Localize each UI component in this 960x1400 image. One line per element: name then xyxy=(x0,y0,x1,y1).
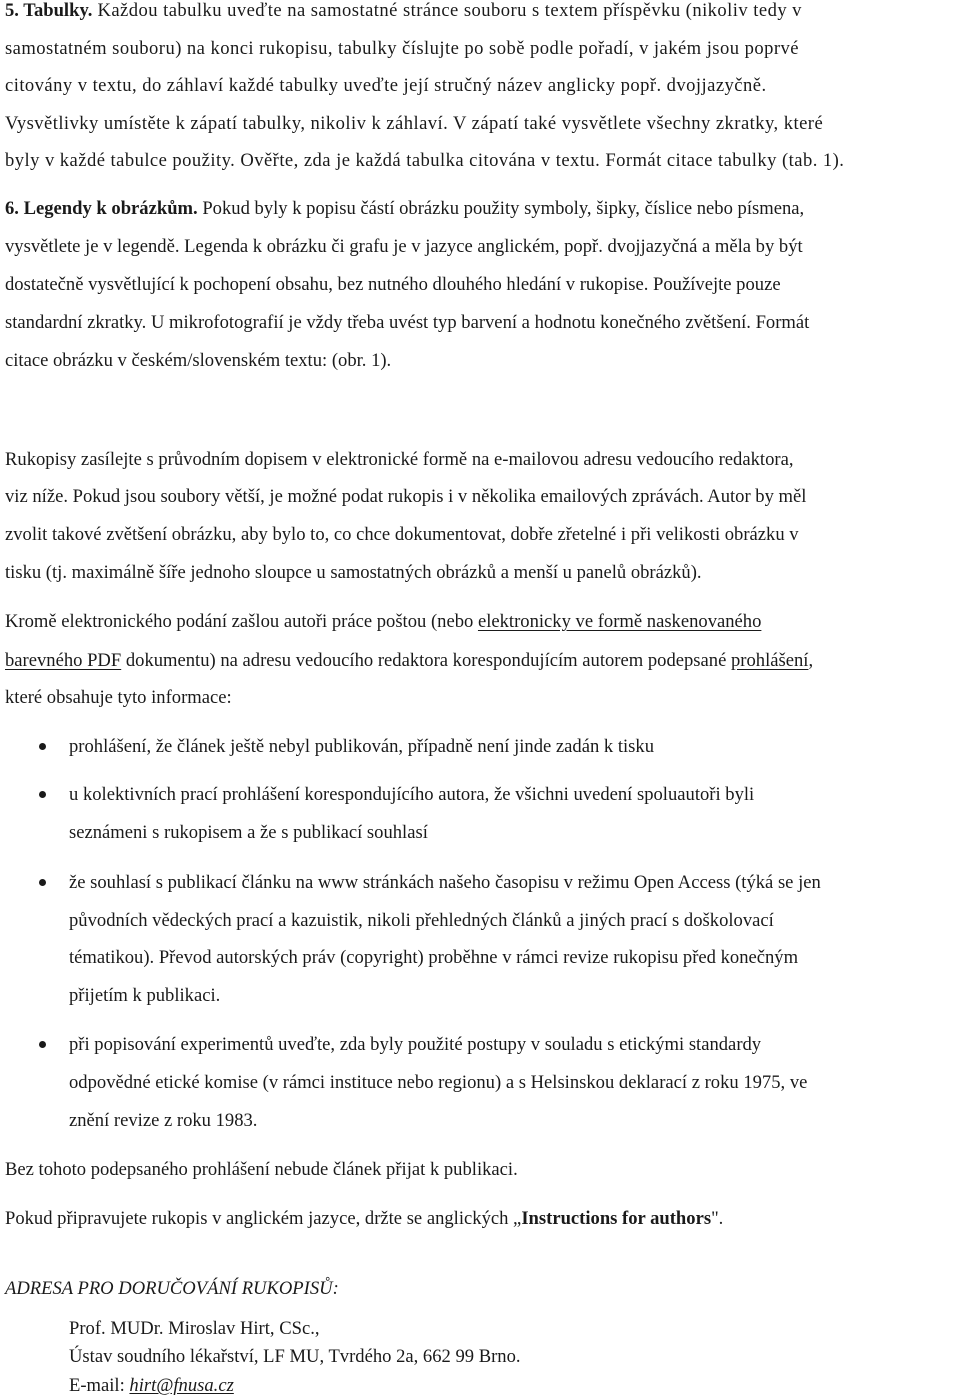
institute-address: Ústav soudního lékařství, LF MU, Tvrdého 2a, 662 99 Brno. xyxy=(69,1346,521,1367)
list-item-3: že souhlasí s publikací článku na www stránkách našeho časopisu v režimu Open Access (týká se jen xyxy=(69,872,821,893)
submission-line-3: zvolit takové zvětšení obrázku, aby bylo to, co chce dokumentovat, dobře zřetelné i při velikosti obrázku v xyxy=(5,524,799,545)
address-heading: ADRESA PRO DORUČOVÁNÍ RUKOPISŮ: xyxy=(5,1278,339,1299)
list-item-3-cont-1: původních vědeckých prací a kazuistik, nikoli přehledných článků a jiných prací s doškolovací xyxy=(69,910,774,931)
list-item-2-cont: seznámeni s rukopisem a že s publikací souhlasí xyxy=(69,822,428,843)
section-6-line-1: 6. Legendy k obrázkům. Pokud byly k popisu částí obrázku použity symboly, šipky, číslice nebo písmena, xyxy=(5,198,805,219)
list-item-2: u kolektivních prací prohlášení korespondujícího autora, že všichni uvedení spoluautoři byli xyxy=(69,784,755,805)
submission-line-2: viz níže. Pokud jsou soubory větší, je možné podat rukopis i v několika emailových zprávách. Autor by měl xyxy=(5,486,807,507)
declaration-link[interactable]: prohlášení xyxy=(731,650,809,671)
editor-name: Prof. MUDr. Miroslav Hirt, CSc., xyxy=(69,1318,320,1339)
scanned-pdf-link[interactable]: elektronicky ve formě naskenovaného xyxy=(477,611,762,632)
list-item-3-cont-2: tématikou). Převod autorských práv (copyright) proběhne v rámci revize rukopisu před konečným xyxy=(69,947,799,968)
section-5-line-2: samostatném souboru) na konci rukopisu, tabulky číslujte po sobě podle pořadí, v jakém jsou poprvé xyxy=(5,38,799,59)
section-5-line-5: byly v každé tabulce použity. Ověřte, zda je každá tabulka citována v textu. Formát citace tabulky (tab. 1). xyxy=(5,150,845,171)
postal-line-2: barevného PDF dokumentu) na adresu vedoucího redaktora korespondujícím autorem podepsané prohlášení, xyxy=(5,650,814,671)
list-item-4-cont-1: odpovědné etické komise (v rámci instituce nebo regionu) a s Helsinskou deklarací z roku 1975, ve xyxy=(69,1072,808,1093)
bullet-icon xyxy=(39,743,46,750)
postal-line-1: Kromě elektronického podání zašlou autoři práce poštou (nebo elektronicky ve formě naskenovaného xyxy=(5,611,762,632)
list-item-4-cont-2: znění revize z roku 1983. xyxy=(69,1110,258,1131)
submission-line-4: tisku (tj. maximálně šíře jednoho sloupce u samostatných obrázků a menší u panelů obrázků). xyxy=(5,562,702,583)
section-5-heading: 5. Tabulky. xyxy=(5,0,93,21)
bullet-icon xyxy=(39,791,46,798)
section-5-line-1: 5. Tabulky. Každou tabulku uveďte na samostatné stránce souboru s textem příspěvku (nikoliv tedy v xyxy=(5,0,802,21)
instructions-for-authors: Instructions for authors xyxy=(521,1208,712,1229)
section-5-line-4: Vysvětlivky umístěte k zápatí tabulky, nikoliv k záhlaví. V zápatí také vysvětlete všechny zkratky, které xyxy=(5,113,824,134)
section-6-line-4: standardní zkratky. U mikrofotografií je vždy třeba uvést typ barvení a hodnotu konečného zvětšení. Formát xyxy=(5,312,810,333)
closing-line-2: Pokud připravujete rukopis v anglickém jazyce, držte se anglických „Instructions for authors". xyxy=(5,1208,724,1229)
bullet-icon xyxy=(39,1041,46,1048)
list-item-4: při popisování experimentů uveďte, zda byly použité postupy v souladu s etickými standardy xyxy=(69,1034,762,1055)
list-item-3-cont-3: přijetím k publikaci. xyxy=(69,985,221,1006)
section-6-heading: 6. Legendy k obrázkům. xyxy=(5,198,198,219)
scanned-pdf-link-continued[interactable]: barevného PDF xyxy=(5,650,122,671)
section-6-line-2: vysvětlete je v legendě. Legenda k obrázku či grafu je v jazyce anglickém, popř. dvojjazyčná a měla by být xyxy=(5,236,803,257)
list-item-1: prohlášení, že článek ještě nebyl publikován, případně není jinde zadán k tisku xyxy=(69,736,655,757)
submission-line-1: Rukopisy zasílejte s průvodním dopisem v elektronické formě na e-mailovou adresu vedoucího redaktora, xyxy=(5,449,794,470)
section-5-line-3: citovány v textu, do záhlaví každé tabulky uveďte její stručný název anglicky popř. dvojjazyčně. xyxy=(5,75,767,96)
postal-line-3: které obsahuje tyto informace: xyxy=(5,687,232,708)
section-6-line-5: citace obrázku v českém/slovenském textu: (obr. 1). xyxy=(5,350,392,371)
email-link[interactable]: hirt@fnusa.cz xyxy=(129,1375,234,1396)
bullet-icon xyxy=(39,879,46,886)
closing-line-1: Bez tohoto podepsaného prohlášení nebude článek přijat k publikaci. xyxy=(5,1159,518,1180)
section-6-line-3: dostatečně vysvětlující k pochopení obsahu, bez nutného dlouhého hledání v rukopise. Používejte pouze xyxy=(5,274,781,295)
email-line: E-mail: hirt@fnusa.cz xyxy=(69,1375,234,1396)
